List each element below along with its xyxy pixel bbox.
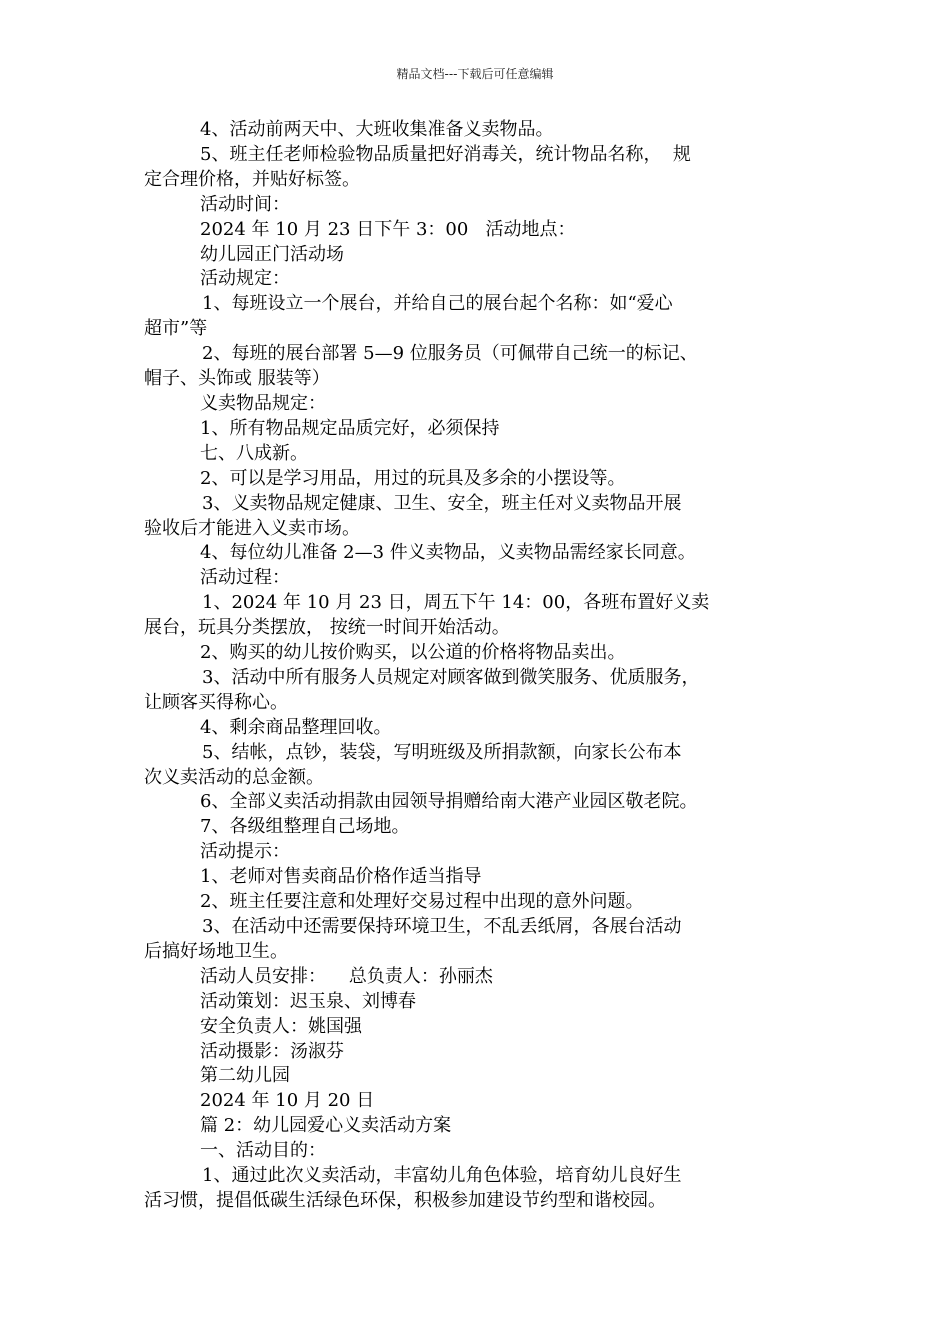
text-line: 活动过程： bbox=[200, 567, 290, 589]
text-line: 让顾客买得称心。 bbox=[144, 691, 288, 713]
text-line: 2024 年 10 月 23 日下午 3：00 活动地点： bbox=[200, 218, 576, 240]
text-line: 定合理价格，并贴好标签。 bbox=[144, 168, 360, 190]
text-line: 展台，玩具分类摆放， 按统一时间开始活动。 bbox=[144, 617, 510, 639]
text-line: 4、剩余商品整理回收。 bbox=[200, 716, 392, 738]
text-line: 3、义卖物品规定健康、卫生、安全，班主任对义卖物品开展 bbox=[202, 492, 682, 514]
text-line: 2、班主任要注意和处理好交易过程中出现的意外问题。 bbox=[200, 891, 644, 913]
text-line: 活动时间： bbox=[200, 193, 290, 215]
text-line: 幼儿园正门活动场 bbox=[200, 243, 344, 265]
text-line: 2、每班的展台部署 5—9 位服务员（可佩带自己统一的标记、 bbox=[202, 343, 698, 365]
text-line: 3、活动中所有服务人员规定对顾客做到微笑服务、优质服务， bbox=[202, 666, 700, 688]
text-line: 6、全部义卖活动捐款由园领导捐赠给南大港产业园区敬老院。 bbox=[200, 791, 698, 813]
text-line: 2、可以是学习用品，用过的玩具及多余的小摆设等。 bbox=[200, 467, 626, 489]
text-line: 七、八成新。 bbox=[200, 442, 308, 464]
text-line: 验收后才能进入义卖市场。 bbox=[144, 517, 360, 539]
text-line: 1、2024 年 10 月 23 日，周五下午 14：00，各班布置好义卖 bbox=[202, 592, 710, 614]
text-line: 7、各级组整理自己场地。 bbox=[200, 816, 410, 838]
text-line: 义卖物品规定： bbox=[200, 392, 326, 414]
text-line: 活动人员安排： 总负责人：孙丽杰 bbox=[200, 965, 493, 987]
text-line: 4、活动前两天中、大班收集准备义卖物品。 bbox=[200, 119, 554, 140]
text-line: 第二幼儿园 bbox=[200, 1065, 290, 1087]
text-line: 次义卖活动的总金额。 bbox=[144, 766, 324, 788]
text-line: 5、班主任老师检验物品质量把好消毒关，统计物品名称， 规 bbox=[200, 143, 691, 165]
text-line: 活动策划：迟玉泉、刘博春 bbox=[200, 990, 416, 1012]
document-body bbox=[144, 118, 834, 1214]
text-line: 篇 2：幼儿园爱心义卖活动方案 bbox=[200, 1115, 452, 1137]
text-line: 2024 年 10 月 20 日 bbox=[200, 1090, 375, 1112]
text-line: 4、每位幼儿准备 2—3 件义卖物品，义卖物品需经家长同意。 bbox=[200, 542, 696, 564]
text-line: 1、老师对售卖商品价格作适当指导 bbox=[200, 866, 482, 888]
text-line: 活习惯，提倡低碳生活绿色环保，积极参加建设节约型和谐校园。 bbox=[144, 1189, 666, 1211]
text-line: 安全负责人：姚国强 bbox=[200, 1015, 362, 1037]
text-line: 帽子、头饰或 服装等） bbox=[144, 368, 330, 390]
text-line: 3、在活动中还需要保持环境卫生，不乱丢纸屑，各展台活动 bbox=[202, 916, 682, 937]
text-line: 5、结帐，点钞，装袋，写明班级及所捐款额，向家长公布本 bbox=[202, 741, 682, 763]
text-line: 后搞好场地卫生。 bbox=[144, 940, 288, 962]
text-line: 超市”等 bbox=[144, 318, 208, 340]
text-line: 一、活动目的： bbox=[200, 1140, 326, 1162]
text-line: 1、每班设立一个展台，并给自己的展台起个名称：如“爱心 bbox=[202, 293, 673, 315]
page-header: 精品文档---下载后可任意编辑 bbox=[396, 67, 554, 81]
text-line: 1、通过此次义卖活动，丰富幼儿角色体验，培育幼儿良好生 bbox=[202, 1165, 682, 1187]
text-line: 2、购买的幼儿按价购买，以公道的价格将物品卖出。 bbox=[200, 642, 626, 664]
text-line: 活动摄影：汤淑芬 bbox=[200, 1040, 344, 1062]
text-line: 1、所有物品规定品质完好，必须保持 bbox=[200, 417, 500, 439]
text-line: 活动规定： bbox=[200, 268, 290, 290]
text-line: 活动提示： bbox=[200, 841, 290, 863]
